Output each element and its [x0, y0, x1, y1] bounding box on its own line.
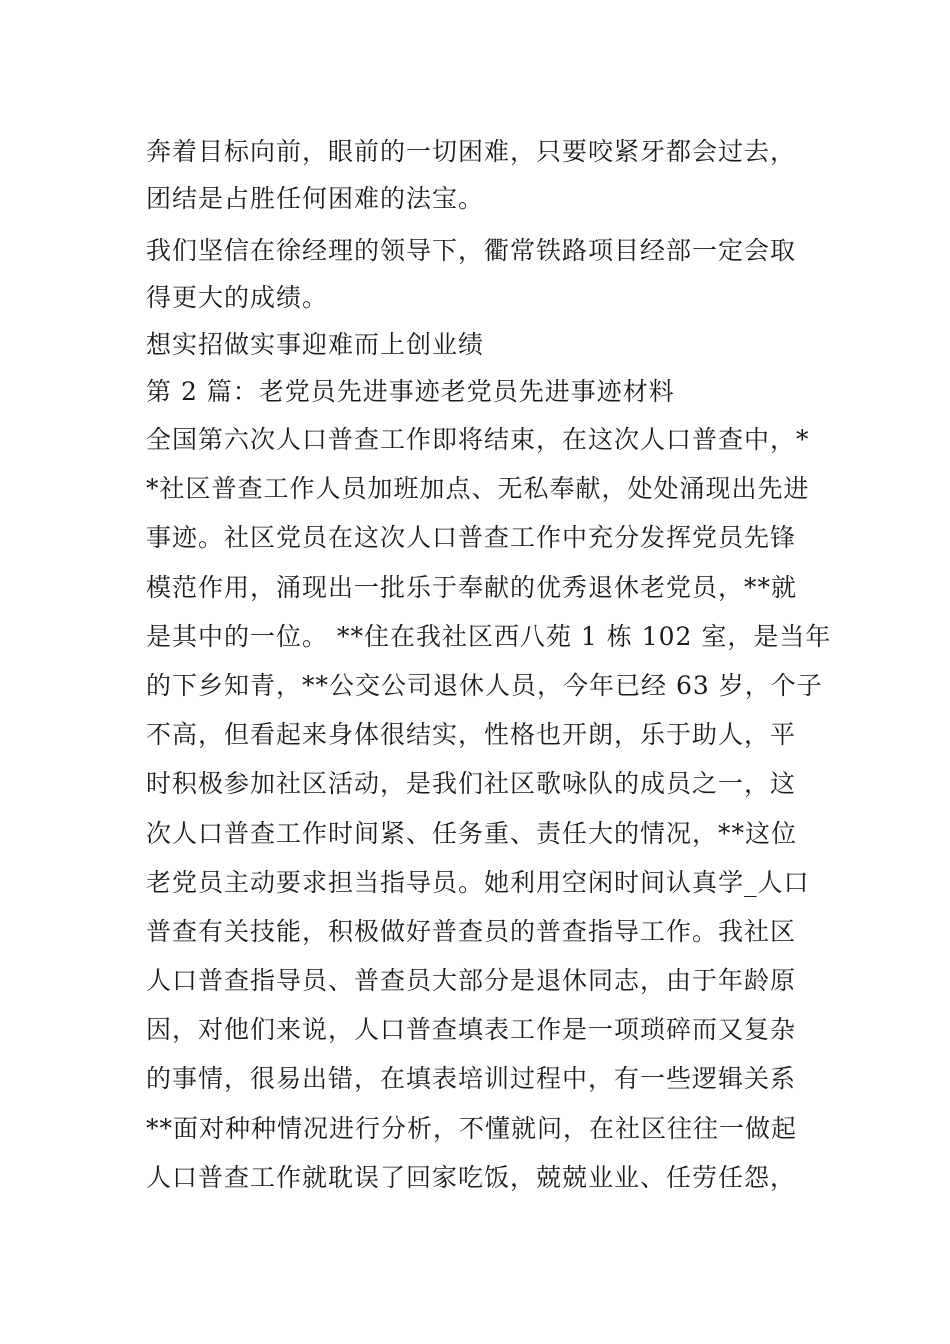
text-line: 因，对他们来说，人口普查填表工作是一项琐碎而又复杂 [146, 1015, 797, 1045]
text-line: 我们坚信在徐经理的领导下，衢常铁路项目经部一定会取 [146, 236, 797, 265]
text-line: 时积极参加社区活动，是我们社区歌咏队的成员之一，这 [146, 769, 797, 799]
text-line: 的下乡知青，**公交公司退休人员，今年已经 63 岁，个子 [146, 670, 823, 700]
text-line: 老党员主动要求担当指导员。她利用空闲时间认真学_人口 [146, 867, 810, 897]
section-title: 第 2 篇：老党员先进事迹老党员先进事迹材料 [146, 377, 675, 406]
text-line: 是其中的一位。 **住在我社区西八苑 1 栋 102 室，是当年 [146, 621, 832, 651]
text-line: 模范作用，涌现出一批乐于奉献的优秀退休老党员，**就 [146, 572, 798, 602]
text-line: 得更大的成绩。 [146, 283, 329, 312]
text-line: 事迹。社区党员在这次人口普查工作中充分发挥党员先锋 [146, 523, 797, 553]
document-body [146, 128, 832, 1202]
text-line: 的事情，很易出错，在填表培训过程中，有一些逻辑关系 [146, 1064, 797, 1094]
text-line: 奔着目标向前，眼前的一切困难，只要咬紧牙都会过去， [146, 137, 797, 166]
heading-line: 想实招做实事迎难而上创业绩 [146, 330, 485, 359]
text-line: 人口普查工作就耽误了回家吃饭，兢兢业业、任劳任怨， [146, 1162, 797, 1192]
text-line: 人口普查指导员、普查员大部分是退休同志，由于年龄原 [146, 966, 797, 996]
text-line: 全国第六次人口普查工作即将结束，在这次人口普查中，* [146, 425, 810, 454]
text-line: *社区普查工作人员加班加点、无私奉献，处处涌现出先进 [146, 474, 810, 504]
text-line: **面对种种情况进行分析，不懂就问，在社区往往一做起 [146, 1113, 798, 1143]
text-line: 次人口普查工作时间紧、任务重、责任大的情况，**这位 [146, 818, 798, 848]
text-line: 普查有关技能，积极做好普查员的普查指导工作。我社区 [146, 916, 797, 946]
text-line: 不高，但看起来身体很结实，性格也开朗，乐于助人，平 [146, 720, 797, 750]
text-line: 团结是占胜任何困难的法宝。 [146, 184, 485, 213]
